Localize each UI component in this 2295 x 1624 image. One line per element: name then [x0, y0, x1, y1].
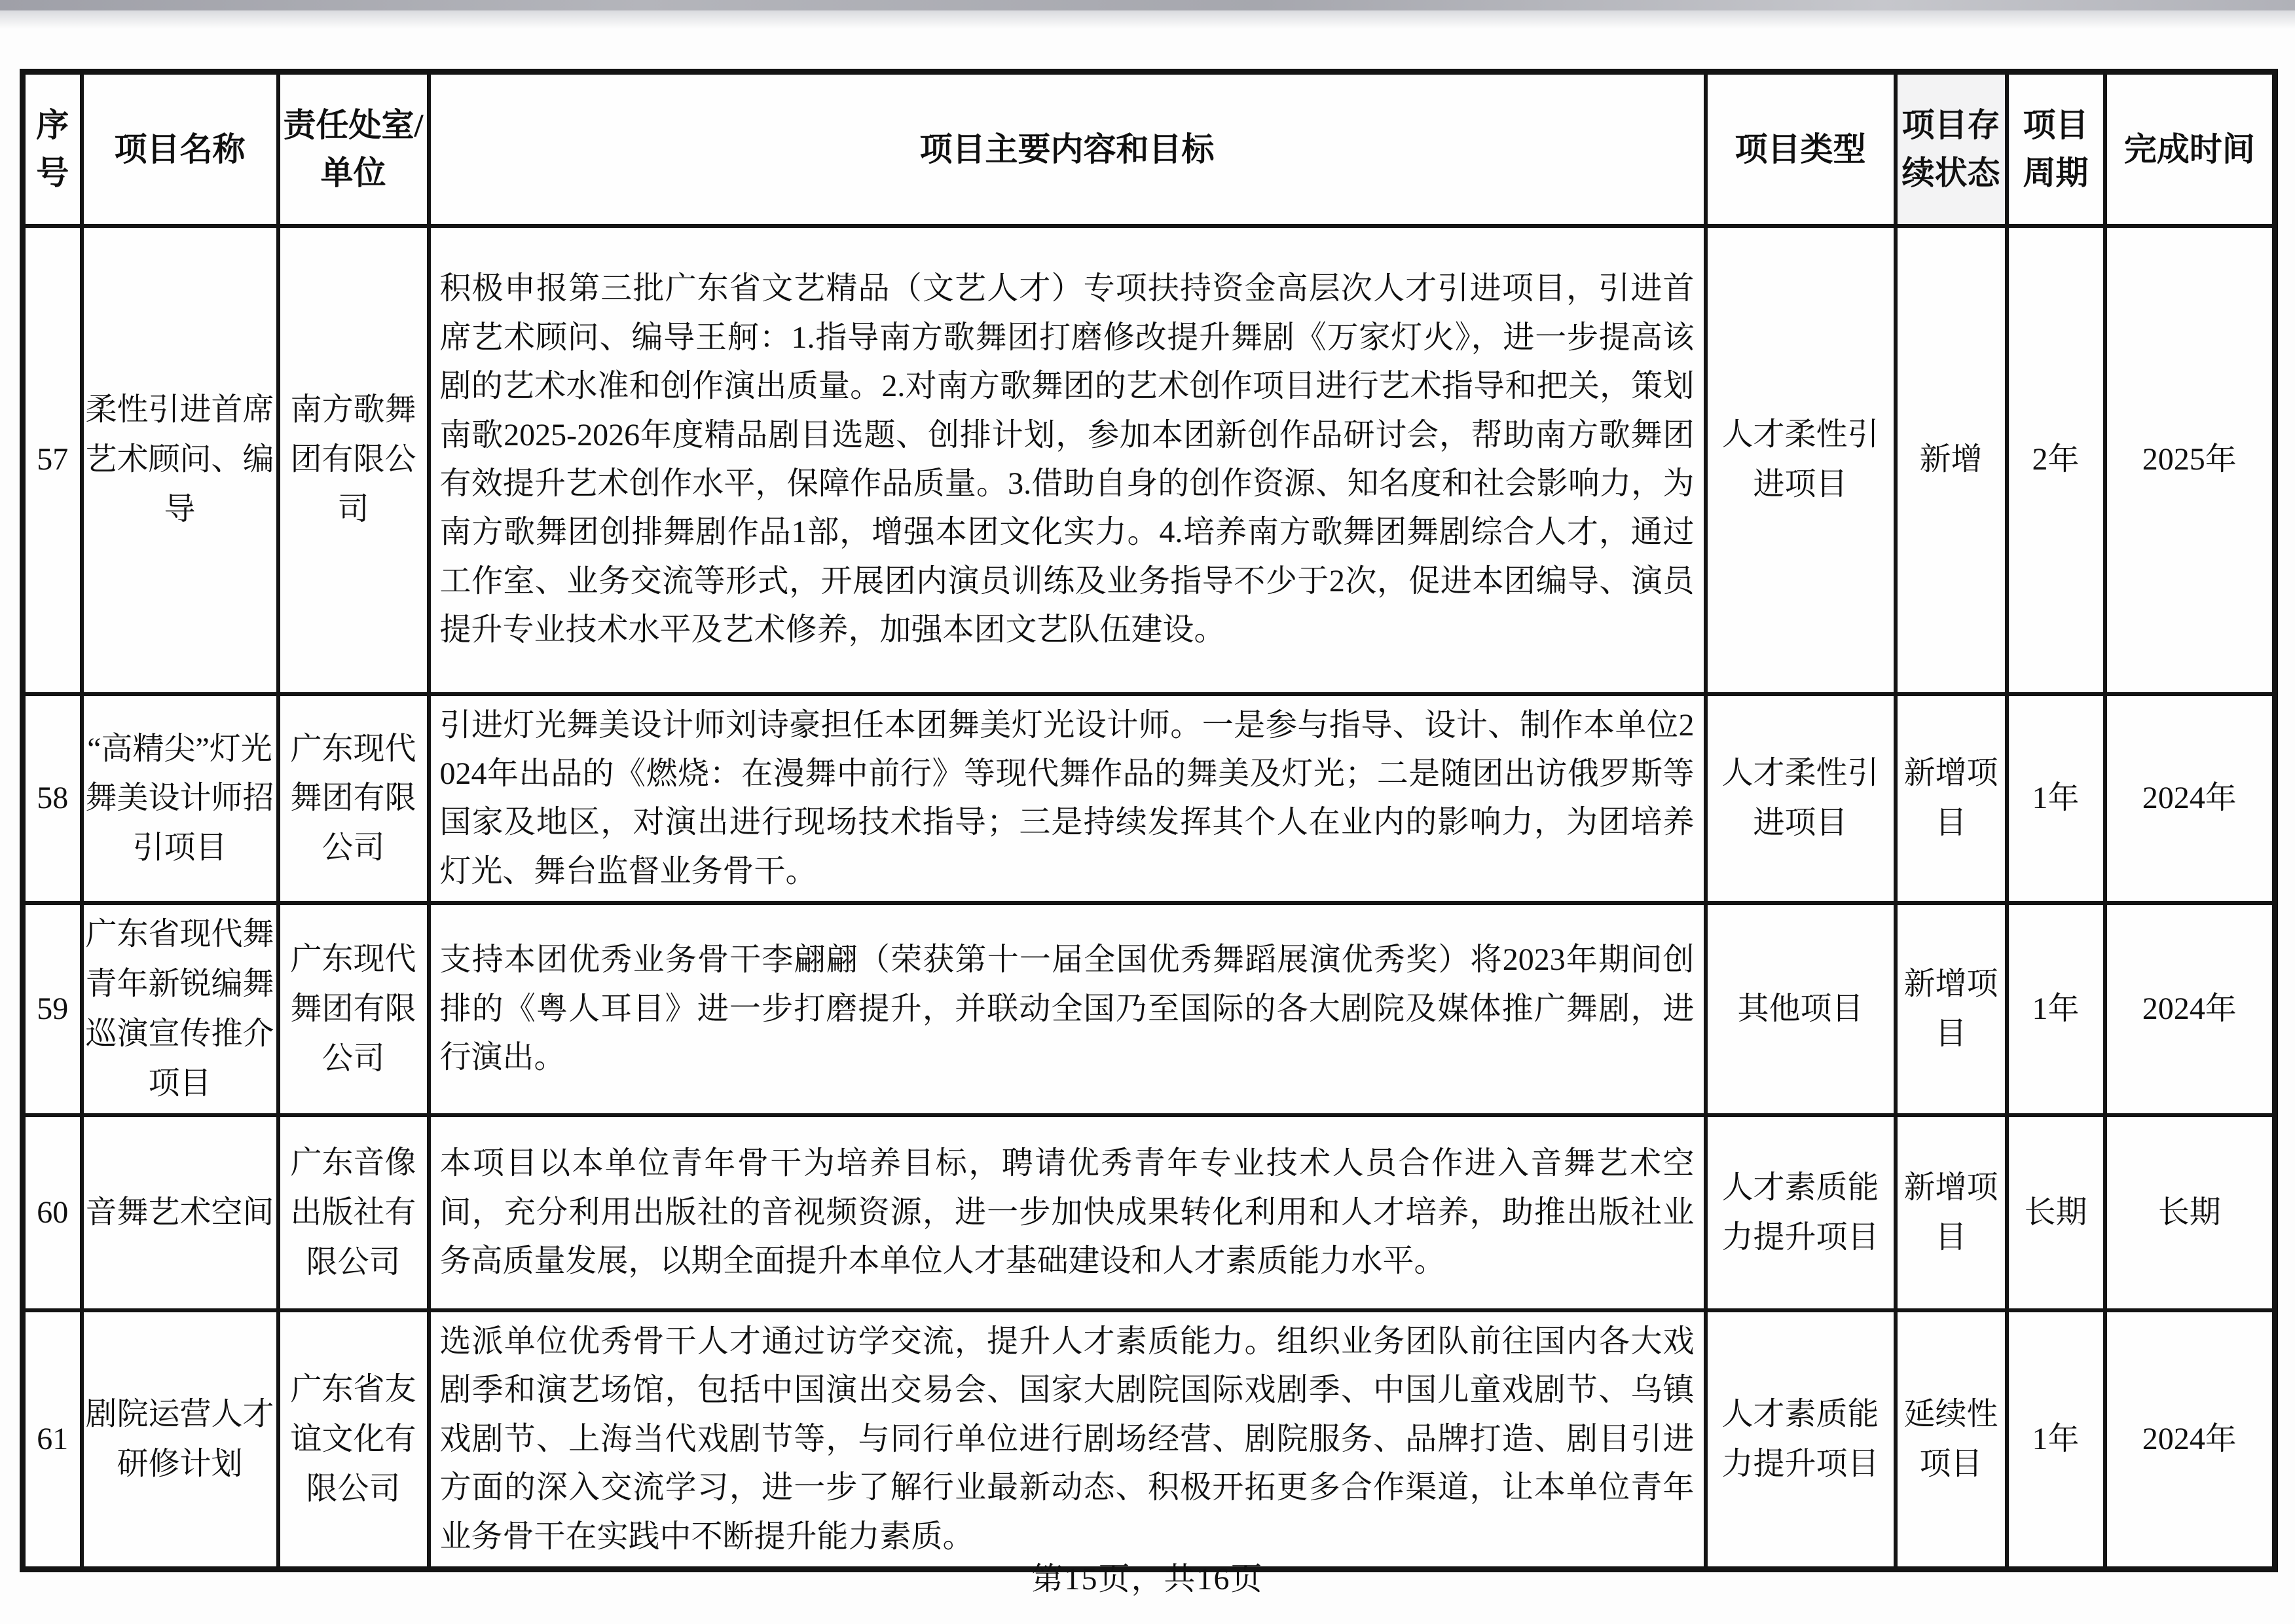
- cell-unit: 广东省友谊文化有限公司: [278, 1310, 429, 1569]
- cell-project-name: 柔性引进首席艺术顾问、编导: [82, 226, 278, 694]
- cell-type: 人才柔性引进项目: [1706, 226, 1896, 694]
- projects-table: [20, 69, 2278, 1572]
- cell-status: 新增项目: [1896, 694, 2007, 904]
- table-row: [23, 903, 2275, 1115]
- cell-period: 1年: [2007, 694, 2105, 904]
- header-status: 项目存续状态: [1896, 72, 2007, 226]
- scan-artifact-top-fade: [0, 10, 2295, 29]
- cell-type: 其他项目: [1706, 903, 1896, 1115]
- table-row: [23, 694, 2275, 904]
- header-finish-time: 完成时间: [2105, 72, 2275, 226]
- cell-finish-time: 长期: [2105, 1115, 2275, 1310]
- cell-status: 新增项目: [1896, 1115, 2007, 1310]
- cell-type: 人才素质能力提升项目: [1706, 1115, 1896, 1310]
- cell-project-name: 剧院运营人才研修计划: [82, 1310, 278, 1569]
- cell-period: 1年: [2007, 1310, 2105, 1569]
- cell-project-name: 音舞艺术空间: [82, 1115, 278, 1310]
- cell-period: 2年: [2007, 226, 2105, 694]
- table-row: [23, 226, 2275, 694]
- header-type: 项目类型: [1706, 72, 1896, 226]
- cell-content: 积极申报第三批广东省文艺精品（文艺人才）专项扶持资金高层次人才引进项目，引进首席艺术顾问、编导王舸：1.指导南方歌舞团打磨修改提升舞剧《万家灯火》，进一步提高该剧的艺术水准和创作演出质量。2.对南方歌舞团的艺术创作项目进行艺术指导和把关，策划南歌2025-2026年度精品剧目选题、创排计划，参加本团新创作品研讨会，帮助南方歌舞团有效提升艺术创作水平，保障作品质量。3.借助自身的创作资源、知名度和社会影响力，为南方歌舞团创排舞剧作品1部，增强本团文化实力。4.培养南方歌舞团舞剧综合人才，通过工作室、业务交流等形式，开展团内演员训练及业务指导不少于2次，促进本团编导、演员提升专业技术水平及艺术修养，加强本团文艺队伍建设。: [429, 226, 1706, 694]
- cell-type: 人才柔性引进项目: [1706, 694, 1896, 904]
- cell-content: 选派单位优秀骨干人才通过访学交流，提升人才素质能力。组织业务团队前往国内各大戏剧季和演艺场馆，包括中国演出交易会、国家大剧院国际戏剧季、中国儿童戏剧节、乌镇戏剧节、上海当代戏剧节等，与同行单位进行剧场经营、剧院服务、品牌打造、剧目引进方面的深入交流学习，进一步了解行业最新动态、积极开拓更多合作渠道，让本单位青年业务骨干在实践中不断提升能力素质。: [429, 1310, 1706, 1569]
- cell-project-name: 广东省现代舞青年新锐编舞巡演宣传推介项目: [82, 903, 278, 1115]
- cell-status: 新增: [1896, 226, 2007, 694]
- table-header-row: [23, 72, 2275, 226]
- header-unit: 责任处室/单位: [278, 72, 429, 226]
- cell-finish-time: 2024年: [2105, 1310, 2275, 1569]
- cell-finish-time: 2025年: [2105, 226, 2275, 694]
- scan-artifact-top-band: [0, 0, 2295, 10]
- cell-serial: 59: [23, 903, 82, 1115]
- header-content: 项目主要内容和目标: [429, 72, 1706, 226]
- cell-serial: 58: [23, 694, 82, 904]
- table-row: [23, 1310, 2275, 1569]
- page-number-footer: 第15页，共16页: [1031, 1562, 1264, 1596]
- cell-finish-time: 2024年: [2105, 694, 2275, 904]
- cell-serial: 60: [23, 1115, 82, 1310]
- cell-type: 人才素质能力提升项目: [1706, 1310, 1896, 1569]
- cell-period: 长期: [2007, 1115, 2105, 1310]
- cell-serial: 57: [23, 226, 82, 694]
- cell-unit: 广东现代舞团有限公司: [278, 694, 429, 904]
- cell-content: 引进灯光舞美设计师刘诗豪担任本团舞美灯光设计师。一是参与指导、设计、制作本单位2024年出品的《燃烧：在漫舞中前行》等现代舞作品的舞美及灯光；二是随团出访俄罗斯等国家及地区，对演出进行现场技术指导；三是持续发挥其个人在业内的影响力，为团培养灯光、舞台监督业务骨干。: [429, 694, 1706, 904]
- header-period: 项目周期: [2007, 72, 2105, 226]
- cell-unit: 广东现代舞团有限公司: [278, 903, 429, 1115]
- cell-content: 本项目以本单位青年骨干为培养目标，聘请优秀青年专业技术人员合作进入音舞艺术空间，充分利用出版社的音视频资源，进一步加快成果转化利用和人才培养，助推出版社业务高质量发展，以期全面提升本单位人才基础建设和人才素质能力水平。: [429, 1115, 1706, 1310]
- cell-unit: 广东音像出版社有限公司: [278, 1115, 429, 1310]
- cell-content: 支持本团优秀业务骨干李翩翩（荣获第十一届全国优秀舞蹈展演优秀奖）将2023年期间创排的《粤人耳目》进一步打磨提升，并联动全国乃至国际的各大剧院及媒体推广舞剧，进行演出。: [429, 903, 1706, 1115]
- cell-period: 1年: [2007, 903, 2105, 1115]
- table-row: [23, 1115, 2275, 1310]
- cell-status: 延续性项目: [1896, 1310, 2007, 1569]
- cell-project-name: “高精尖”灯光舞美设计师招引项目: [82, 694, 278, 904]
- cell-unit: 南方歌舞团有限公司: [278, 226, 429, 694]
- cell-finish-time: 2024年: [2105, 903, 2275, 1115]
- header-serial: 序号: [23, 72, 82, 226]
- cell-status: 新增项目: [1896, 903, 2007, 1115]
- cell-serial: 61: [23, 1310, 82, 1569]
- header-project-name: 项目名称: [82, 72, 278, 226]
